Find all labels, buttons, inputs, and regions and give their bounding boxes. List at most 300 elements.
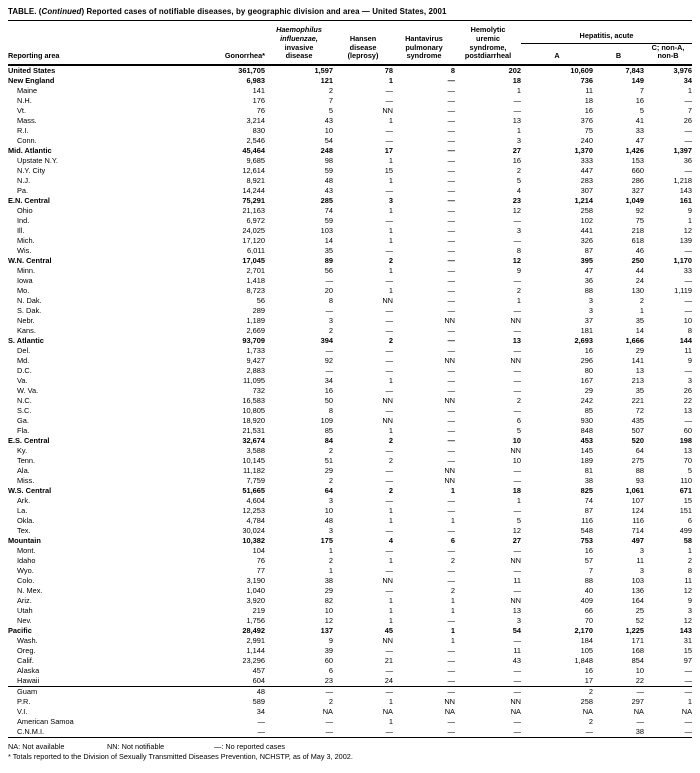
value-cell: 64 — [635, 445, 644, 455]
value-cell: 1 — [687, 545, 693, 555]
reporting-area-cell: N. Dak. — [17, 295, 42, 305]
value-cell: — — [385, 275, 393, 285]
value-cell: 29 — [635, 345, 644, 355]
value-cell: 275 — [631, 455, 644, 465]
value-cell: 11 — [684, 575, 693, 585]
reporting-area-cell: Ind. — [17, 215, 30, 225]
value-cell: 9 — [687, 205, 693, 215]
value-cell: NN — [382, 575, 393, 585]
value-cell: 714 — [631, 525, 644, 535]
table-row — [8, 496, 692, 506]
value-cell: — — [447, 225, 455, 235]
value-cell: 16 — [584, 545, 593, 555]
value-cell: 1,040 — [246, 585, 265, 595]
value-cell: — — [385, 135, 393, 145]
reporting-area-cell: D.C. — [17, 365, 32, 375]
table-row — [8, 416, 692, 426]
value-cell: NN — [510, 696, 521, 706]
value-cell: 202 — [508, 65, 521, 75]
value-cell: — — [684, 125, 693, 135]
value-cell: — — [447, 505, 455, 515]
value-cell: 33 — [635, 125, 644, 135]
reporting-area-cell: Okla. — [17, 515, 35, 525]
table-row — [8, 336, 692, 346]
value-cell: NN — [444, 465, 455, 475]
table-header — [8, 21, 692, 65]
value-cell: 6,011 — [247, 245, 265, 255]
value-cell: 13 — [512, 115, 521, 125]
value-cell: — — [513, 585, 521, 595]
value-cell: 21 — [384, 655, 393, 665]
value-cell: 80 — [584, 365, 593, 375]
title-text: ) Reported cases of notifiable diseases, by geographic division and area — United States, 2001 — [81, 7, 447, 16]
value-cell: 22 — [635, 675, 644, 685]
reporting-area-cell: Hawaii — [17, 675, 40, 685]
reporting-area-cell: V.I. — [17, 706, 28, 716]
reporting-area-cell: Pa. — [17, 185, 29, 195]
reporting-area-cell: N.J. — [17, 175, 31, 185]
value-cell: 16 — [512, 155, 521, 165]
value-cell: NN — [444, 355, 455, 365]
value-cell: 9,685 — [246, 155, 265, 165]
value-cell: 85 — [584, 405, 593, 415]
value-cell: 2 — [687, 555, 693, 565]
value-cell: 88 — [584, 575, 593, 585]
reporting-area-cell: Ohio — [17, 205, 33, 215]
value-cell: 825 — [580, 485, 593, 495]
value-cell: 3 — [328, 495, 333, 505]
value-cell: — — [385, 545, 393, 555]
value-cell: 5 — [687, 465, 693, 475]
value-cell: — — [447, 435, 455, 445]
value-cell: 3 — [516, 225, 521, 235]
value-cell: — — [513, 345, 521, 355]
value-cell: 198 — [679, 435, 693, 445]
table-row — [8, 346, 692, 356]
value-cell: — — [385, 445, 393, 455]
table-row — [8, 576, 692, 586]
reporting-area-cell: Tenn. — [17, 455, 36, 465]
value-cell: 51 — [324, 455, 333, 465]
value-cell: 88 — [584, 285, 593, 295]
table-row — [8, 456, 692, 466]
value-cell: NN — [382, 395, 393, 405]
value-cell: 2 — [388, 455, 393, 465]
value-cell: NN — [510, 555, 521, 565]
value-cell: 1,214 — [574, 195, 593, 205]
value-cell: 88 — [635, 465, 644, 475]
table-row — [8, 606, 692, 616]
reporting-area-cell: Maine — [17, 85, 38, 95]
value-cell: 38 — [584, 475, 593, 485]
value-cell: 2,170 — [574, 625, 593, 635]
value-cell: 2,693 — [574, 335, 593, 345]
col-header-label: Reporting area — [8, 51, 60, 61]
value-cell: — — [333, 727, 393, 738]
value-cell: NN — [510, 315, 521, 325]
value-cell: 92 — [324, 355, 333, 365]
value-cell: 296 — [580, 355, 593, 365]
value-cell: — — [447, 405, 455, 415]
value-cell: 87 — [584, 245, 593, 255]
value-cell: 497 — [631, 535, 644, 545]
value-cell: 7 — [639, 85, 644, 95]
col-header-hepatitis-c — [644, 43, 692, 65]
value-cell: — — [447, 455, 455, 465]
col-header-line: Hantavirus — [405, 33, 443, 43]
value-cell: 1,397 — [673, 145, 693, 155]
value-cell: 671 — [679, 485, 693, 495]
value-cell: 181 — [580, 325, 593, 335]
reporting-area-cell: Tex. — [17, 525, 31, 535]
value-cell: 848 — [580, 425, 593, 435]
value-cell: 11,095 — [242, 375, 265, 385]
value-cell: — — [447, 565, 455, 575]
value-cell: 43 — [512, 655, 521, 665]
value-cell: 10 — [324, 605, 333, 615]
value-cell: 57 — [584, 555, 593, 565]
title-continued: Continued — [41, 7, 82, 16]
value-cell: 18,920 — [242, 415, 265, 425]
table-row — [8, 707, 692, 717]
value-cell: — — [447, 185, 455, 195]
value-cell: 9 — [687, 595, 693, 605]
value-cell: 37 — [584, 315, 593, 325]
table-row — [8, 666, 692, 676]
reporting-area-cell: United States — [8, 65, 56, 75]
value-cell: NA — [510, 706, 521, 716]
value-cell: 27 — [512, 145, 521, 155]
value-cell: 60 — [683, 425, 693, 435]
value-cell: 141 — [631, 355, 644, 365]
value-cell: 33 — [683, 265, 693, 275]
reporting-area-cell: N.C. — [17, 395, 32, 405]
table-row — [8, 176, 692, 186]
value-cell: — — [447, 285, 455, 295]
value-cell: 168 — [631, 645, 644, 655]
value-cell: 60 — [324, 655, 333, 665]
legend-na: NA: Not available — [8, 741, 65, 751]
value-cell: 2,883 — [246, 365, 265, 375]
value-cell: 447 — [580, 165, 593, 175]
value-cell: — — [385, 245, 393, 255]
value-cell: — — [265, 686, 333, 697]
reporting-area-cell: N.Y. City — [17, 165, 46, 175]
value-cell: 84 — [324, 435, 333, 445]
value-cell: — — [513, 565, 521, 575]
value-cell: 548 — [580, 525, 593, 535]
value-cell: 1 — [388, 716, 393, 726]
value-cell: 1,225 — [625, 625, 644, 635]
value-cell: 48 — [324, 515, 333, 525]
value-cell: 143 — [679, 185, 693, 195]
reporting-area-cell: Alaska — [17, 665, 40, 675]
col-header-label: A — [554, 51, 560, 61]
value-cell: 854 — [631, 655, 644, 665]
table-row — [8, 386, 692, 396]
value-cell: 240 — [580, 135, 593, 145]
value-cell: NA — [633, 706, 644, 716]
reporting-area-cell: N. Mex. — [17, 585, 43, 595]
value-cell: — — [385, 315, 393, 325]
value-cell: NA — [382, 706, 393, 716]
value-cell: 16 — [635, 95, 644, 105]
table-row — [8, 556, 692, 566]
value-cell: 8 — [450, 65, 455, 75]
value-cell: 167 — [580, 375, 593, 385]
value-cell: 16 — [584, 345, 593, 355]
value-cell: 130 — [631, 285, 644, 295]
reporting-area-cell: W.N. Central — [8, 255, 52, 265]
value-cell: 13 — [512, 605, 521, 615]
value-cell: — — [513, 545, 521, 555]
value-cell: NN — [382, 295, 393, 305]
value-cell: — — [333, 686, 393, 697]
value-cell: 81 — [584, 465, 593, 475]
value-cell: 116 — [632, 515, 644, 525]
reporting-area-cell: Ky. — [17, 445, 28, 455]
table-row — [8, 516, 692, 526]
table-row — [8, 86, 692, 96]
value-cell: 44 — [635, 265, 644, 275]
value-cell: — — [447, 365, 455, 375]
value-cell: 6 — [328, 665, 333, 675]
value-cell: 17 — [384, 145, 393, 155]
value-cell: 2 — [328, 85, 333, 95]
value-cell: — — [684, 415, 693, 425]
value-cell: 3 — [328, 315, 333, 325]
value-cell: — — [385, 665, 393, 675]
value-cell: 4 — [388, 535, 393, 545]
reporting-area-cell: S.C. — [17, 405, 32, 415]
value-cell: — — [521, 727, 593, 738]
value-cell: 28,492 — [242, 625, 265, 635]
value-cell: 457 — [252, 665, 265, 675]
value-cell: 2 — [516, 165, 521, 175]
reporting-area-cell: W.S. Central — [8, 485, 52, 495]
value-cell: 12 — [683, 585, 693, 595]
table-row — [8, 306, 692, 316]
table-row — [8, 717, 692, 727]
value-cell: 250 — [631, 255, 644, 265]
legend-dash: —: No reported cases — [214, 741, 286, 751]
value-cell: 25 — [635, 605, 644, 615]
value-cell: 3 — [388, 195, 393, 205]
value-cell: 1,733 — [246, 345, 265, 355]
value-cell: 116 — [581, 515, 593, 525]
value-cell: 7 — [687, 105, 693, 115]
value-cell: 189 — [580, 455, 593, 465]
value-cell: 16 — [584, 665, 593, 675]
value-cell: 2 — [328, 325, 333, 335]
col-header-reporting-area — [8, 21, 158, 65]
value-cell: 14,244 — [242, 185, 265, 195]
table-row — [8, 506, 692, 516]
value-cell: 589 — [252, 696, 265, 706]
footnotes — [8, 742, 692, 762]
value-cell: 171 — [631, 635, 644, 645]
value-cell: 75 — [584, 125, 593, 135]
value-cell: 409 — [580, 595, 593, 605]
reporting-area-cell: Mountain — [8, 535, 41, 545]
value-cell: 18 — [512, 485, 521, 495]
value-cell: 2 — [516, 395, 521, 405]
value-cell: 10 — [512, 435, 521, 445]
value-cell: — — [684, 716, 693, 726]
value-cell: 66 — [584, 605, 593, 615]
table-row — [8, 236, 692, 246]
value-cell: 1 — [388, 425, 393, 435]
value-cell: 8 — [687, 325, 693, 335]
value-cell: — — [325, 345, 333, 355]
reporting-area-cell: Kans. — [17, 325, 36, 335]
value-cell: — — [447, 425, 455, 435]
value-cell: — — [385, 495, 393, 505]
table-row — [8, 616, 692, 626]
value-cell: 15 — [683, 645, 693, 655]
value-cell: — — [513, 305, 521, 315]
value-cell: 14 — [324, 235, 333, 245]
value-cell: 1 — [516, 85, 521, 95]
col-header-hepatitis-b — [593, 43, 644, 65]
value-cell: — — [447, 75, 455, 85]
value-cell: 75 — [635, 215, 644, 225]
value-cell: 1 — [388, 235, 393, 245]
value-cell: 213 — [631, 375, 644, 385]
value-cell: — — [447, 165, 455, 175]
value-cell: — — [385, 405, 393, 415]
value-cell: — — [447, 235, 455, 245]
value-cell: — — [513, 475, 521, 485]
value-cell: 1,666 — [625, 335, 644, 345]
col-header-line: uremic — [476, 33, 500, 43]
value-cell: 242 — [580, 395, 593, 405]
value-cell: 507 — [631, 425, 644, 435]
col-header-gonorrhea — [158, 21, 265, 65]
value-cell: 1,426 — [625, 145, 644, 155]
table-row — [8, 536, 692, 546]
table-row — [8, 376, 692, 386]
value-cell: 107 — [631, 495, 644, 505]
value-cell: 82 — [324, 595, 333, 605]
value-cell: 248 — [320, 145, 333, 155]
reporting-area-cell: Vt. — [17, 105, 27, 115]
reporting-area-cell: Wyo. — [17, 565, 34, 575]
value-cell: 5 — [516, 515, 521, 525]
value-cell: — — [385, 185, 393, 195]
table-row — [8, 596, 692, 606]
table-row — [8, 156, 692, 166]
value-cell: — — [447, 105, 455, 115]
reporting-area-cell: Iowa — [17, 275, 33, 285]
value-cell: 3 — [639, 545, 644, 555]
value-cell: — — [325, 365, 333, 375]
value-cell: 660 — [631, 165, 644, 175]
value-cell: 105 — [580, 645, 593, 655]
value-cell: 12 — [512, 525, 521, 535]
value-cell: 144 — [679, 335, 693, 345]
value-cell: 1 — [516, 295, 521, 305]
value-cell: 16,583 — [242, 395, 265, 405]
value-cell: 59 — [324, 165, 333, 175]
table-row — [8, 646, 692, 656]
value-cell: 175 — [320, 535, 333, 545]
value-cell: 38 — [593, 727, 644, 738]
value-cell: 39 — [324, 645, 333, 655]
value-cell: 1 — [388, 696, 393, 706]
legend — [8, 742, 692, 752]
table-row — [8, 546, 692, 556]
value-cell: 3 — [687, 375, 693, 385]
asterisk-footnote: * Totals reported to the Division of Sexually Transmitted Diseases Prevention, NCHSTP, as of May 3, 2002. — [8, 751, 353, 761]
value-cell: 103 — [320, 225, 333, 235]
value-cell: — — [513, 675, 521, 685]
value-cell: 11 — [684, 345, 693, 355]
value-cell: — — [447, 325, 455, 335]
value-cell: 2 — [328, 475, 333, 485]
value-cell: 1 — [388, 515, 393, 525]
value-cell: 137 — [320, 625, 333, 635]
value-cell: — — [385, 525, 393, 535]
value-cell: 258 — [580, 205, 593, 215]
value-cell: — — [447, 85, 455, 95]
value-cell: 9 — [516, 265, 521, 275]
value-cell: 11 — [585, 85, 593, 95]
table-title — [8, 7, 692, 21]
value-cell: 13 — [683, 445, 693, 455]
value-cell: — — [447, 95, 455, 105]
value-cell: 15 — [683, 495, 693, 505]
value-cell: — — [684, 165, 693, 175]
value-cell: 361,705 — [238, 65, 265, 75]
table-row — [8, 426, 692, 436]
reporting-area-cell: New England — [8, 75, 55, 85]
value-cell: 58 — [683, 535, 693, 545]
value-cell: 1 — [388, 285, 393, 295]
value-cell: 3,214 — [246, 115, 265, 125]
reporting-area-cell: Wash. — [17, 635, 38, 645]
value-cell: 219 — [252, 605, 265, 615]
value-cell: 70 — [683, 455, 693, 465]
value-cell: 143 — [679, 625, 693, 635]
value-cell: 8,723 — [246, 285, 265, 295]
value-cell: 1 — [639, 305, 644, 315]
table-row — [8, 466, 692, 476]
value-cell: 149 — [631, 75, 644, 85]
value-cell: — — [447, 255, 455, 265]
value-cell: 10,145 — [242, 455, 265, 465]
value-cell: 17,045 — [242, 255, 265, 265]
value-cell: — — [447, 335, 455, 345]
value-cell: — — [447, 415, 455, 425]
col-header-label: Gonorrhea* — [224, 51, 265, 61]
value-cell: NN — [510, 595, 521, 605]
value-cell: 1 — [388, 205, 393, 215]
value-cell: 395 — [580, 255, 593, 265]
table-row — [8, 636, 692, 646]
value-cell: — — [513, 505, 521, 515]
value-cell: 45,464 — [242, 145, 265, 155]
value-cell: 10 — [635, 665, 644, 675]
value-cell: 3 — [516, 615, 521, 625]
value-cell: 1 — [450, 595, 455, 605]
value-cell: 22 — [683, 395, 693, 405]
value-cell: 12 — [683, 225, 693, 235]
value-cell: 1 — [388, 115, 393, 125]
value-cell: NN — [382, 635, 393, 645]
value-cell: NN — [444, 696, 455, 706]
value-cell: 184 — [580, 635, 593, 645]
